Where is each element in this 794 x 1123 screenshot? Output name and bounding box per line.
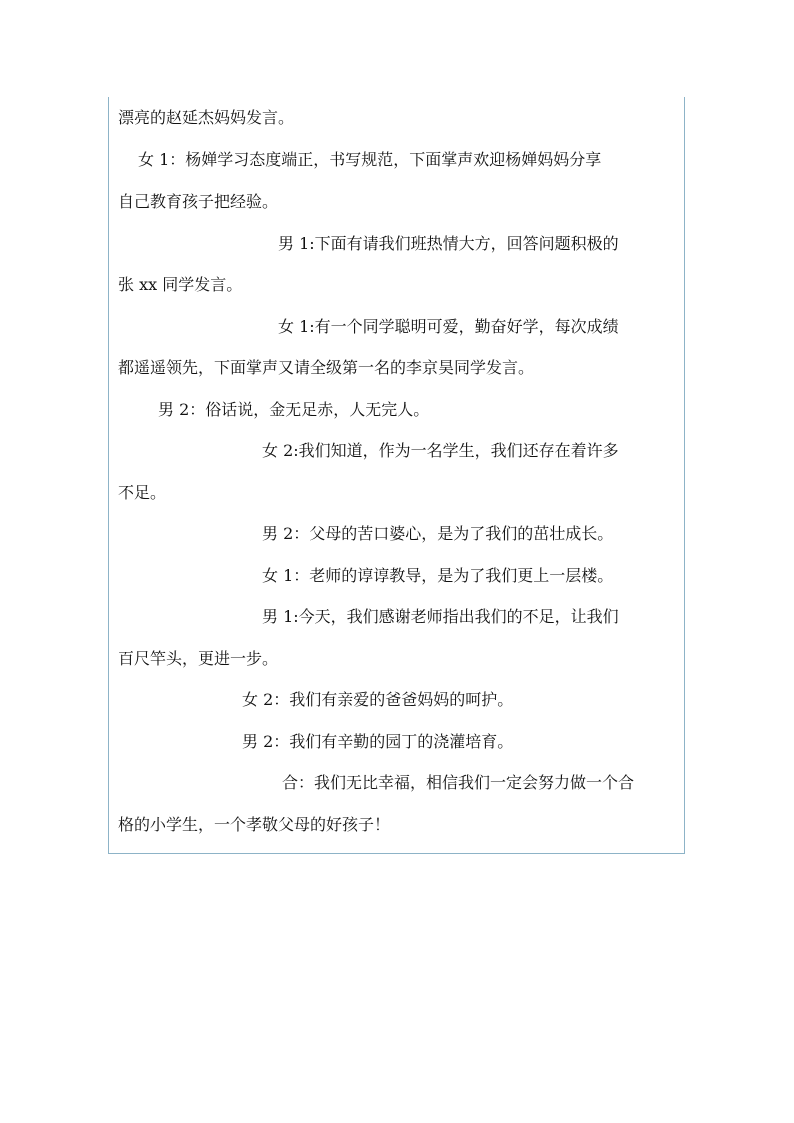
text-line: 女 1:有一个同学聪明可爱，勤奋好学，每次成绩 [278,317,619,336]
text-line: 百尺竿头，更进一步。 [118,649,279,668]
text-line: 男 1:下面有请我们班热情大方，回答问题积极的 [278,234,619,253]
text-line: 格的小学生，一个孝敬父母的好孩子！ [118,815,391,834]
text-line: 男 1:今天，我们感谢老师指出我们的不足，让我们 [262,607,619,626]
text-line: 女 2：我们有亲爱的爸爸妈妈的呵护。 [242,690,514,709]
text-line: 不足。 [118,483,167,502]
text-line: 男 2：俗话说，金无足赤，人无完人。 [158,400,430,419]
text-line: 女 1：杨婵学习态度端正，书写规范，下面掌声欢迎杨婵妈妈分享 [138,150,602,169]
text-line: 漂亮的赵延杰妈妈发言。 [118,108,295,127]
text-line: 张 xx 同学发言。 [118,275,243,294]
text-line: 都遥遥领先，下面掌声又请全级第一名的李京昊同学发言。 [118,358,535,377]
text-line: 合：我们无比幸福，相信我们一定会努力做一个合 [282,773,635,792]
text-line: 自己教育孩子把经验。 [118,192,279,211]
text-line: 女 2:我们知道，作为一名学生，我们还存在着许多 [262,441,619,460]
text-line: 男 2：父母的苦口婆心，是为了我们的茁壮成长。 [262,524,614,543]
text-line: 女 1：老师的谆谆教导，是为了我们更上一层楼。 [262,566,614,585]
text-line: 男 2：我们有辛勤的园丁的浇灌培育。 [242,732,514,751]
